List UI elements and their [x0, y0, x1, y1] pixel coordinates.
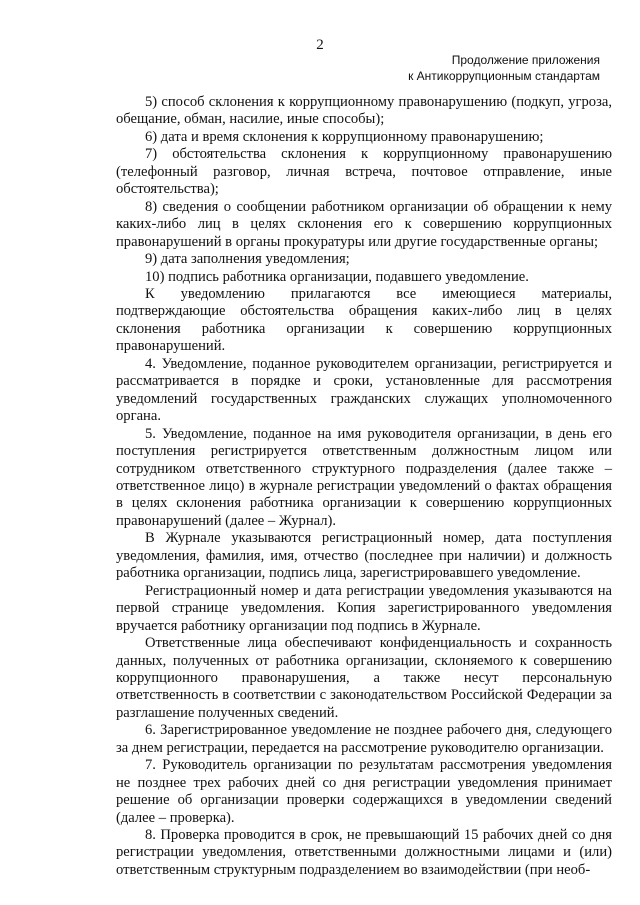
page-number: 2 — [316, 37, 324, 53]
paragraph-registration-number: Регистрационный номер и дата регистрации уведомления указываются на первой странице уведомления. Копия зарегистрированного уведомления вручается работнику организации под подпись в Журнале. — [116, 582, 612, 634]
paragraph-section-4: 4. Уведомление, поданное руководителем организации, регистрируется и рассматривается в порядке и сроки, установленные для рассмотрения уведомлений государственных гражданских служащих уполномоченного органа. — [116, 355, 612, 425]
paragraph-confidentiality: Ответственные лица обеспечивают конфиденциальность и сохранность данных, полученных от работника организации, склоняемого к совершению коррупционного правонарушения, а также несут персональную ответственность в соответствии с законодательством Российской Федерации за разглашение полученных сведений. — [116, 635, 612, 721]
paragraph-section-5: 5. Уведомление, поданное на имя руководителя организации, в день его поступления регистрируется ответственным должностным лицом или сотрудником ответственного структурного подразделения (далее также – ответственное лицо) в журнале регистрации уведомлений о фактах обращения в целях склонения работника организации к совершению коррупционных правонарушений (далее – Журнал). — [116, 425, 612, 529]
paragraph-item-10: 10) подпись работника организации, подавшего уведомление. — [145, 268, 529, 285]
paragraph-item-5: 5) способ склонения к коррупционному правонарушению (подкуп, угроза, обещание, обман, насилие, иные способы); — [116, 94, 612, 128]
document-body — [116, 94, 612, 879]
paragraph-journal-fields: В Журнале указываются регистрационный номер, дата поступления уведомления, фамилия, имя, отчество (последнее при наличии) и должность работника организации, подпись лица, зарегистрировавшего уведомление. — [116, 530, 612, 582]
paragraph-item-6: 6) дата и время склонения к коррупционному правонарушению; — [145, 128, 544, 145]
appendix-header-line-2: к Антикоррупционным стандартам — [408, 69, 600, 83]
appendix-header-line-1: Продолжение приложения — [451, 53, 600, 67]
appendix-header — [408, 52, 600, 84]
paragraph-item-7: 7) обстоятельства склонения к коррупционному правонарушению (телефонный разговор, личная встреча, почтовое отправление, иные обстоятельства); — [116, 146, 612, 198]
paragraph-attachments: К уведомлению прилагаются все имеющиеся материалы, подтверждающие обстоятельства обращения каких-либо лиц в целях склонения работника организации к совершению коррупционных правонарушений. — [116, 285, 612, 355]
paragraph-section-7: 7. Руководитель организации по результатам рассмотрения уведомления не позднее трех рабочих дней со дня регистрации уведомления принимает решение об организации проверки содержащихся в уведомлении сведений (далее – проверка). — [116, 757, 612, 826]
paragraph-item-9: 9) дата заполнения уведомления; — [145, 251, 350, 268]
paragraph-section-8: 8. Проверка проводится в срок, не превышающий 15 рабочих дней со дня регистрации уведомления, ответственными должностными лицами и (или) ответственным структурным подразделением во взаимодействии (при необ- — [116, 827, 612, 878]
paragraph-section-6: 6. Зарегистрированное уведомление не позднее рабочего дня, следующего за днем регистрации, передается на рассмотрение руководителю организации. — [116, 722, 612, 756]
paragraph-item-8: 8) сведения о сообщении работником организации об обращении к нему каких-либо лиц в целях склонения его к совершению коррупционных правонарушений в органы прокуратуры или другие государственные органы; — [116, 198, 612, 250]
